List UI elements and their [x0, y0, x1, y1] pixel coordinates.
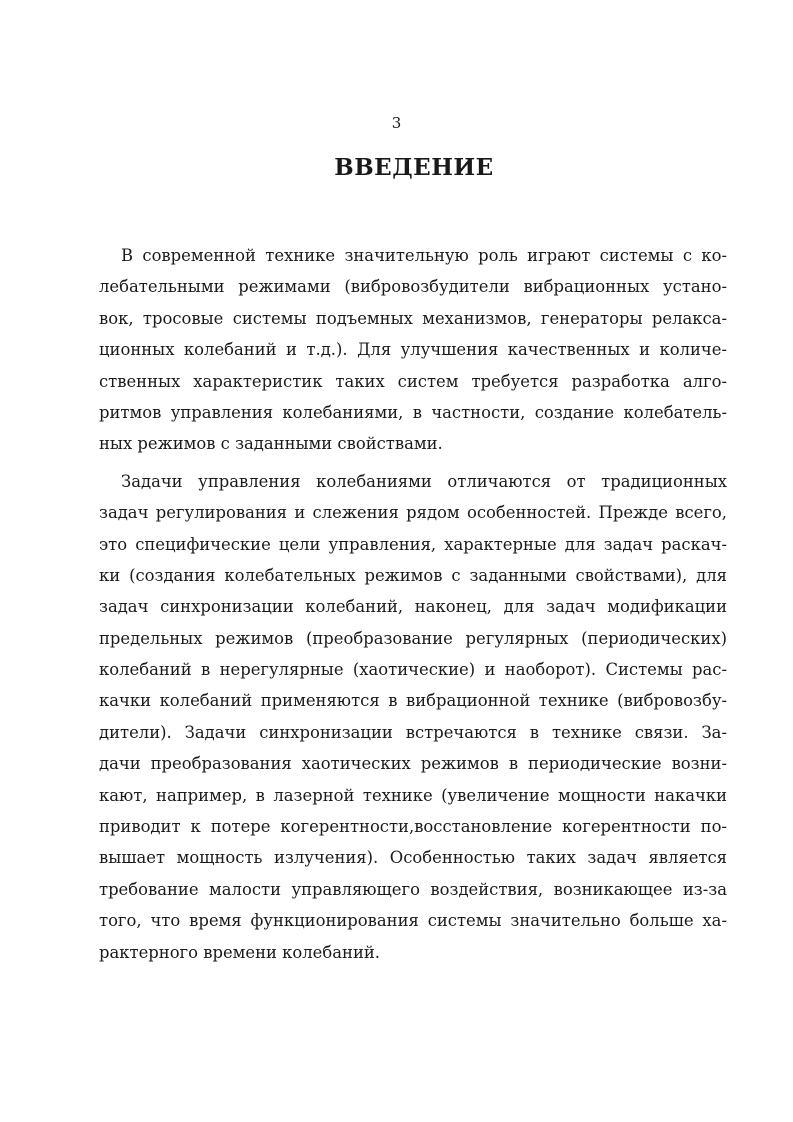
- text-line: дачи преобразования хаотических режимов в периодические возни-: [99, 754, 727, 774]
- text-line: задач синхронизации колебаний, наконец, для задач модификации: [99, 597, 727, 617]
- paragraph-2: [99, 466, 727, 968]
- text-line: ционных колебаний и т.д.). Для улучшения качественных и количе-: [99, 340, 727, 360]
- section-heading: ВВЕДЕНИЕ: [334, 154, 494, 181]
- text-line: ных режимов с заданными свойствами.: [99, 434, 443, 454]
- paragraph-1: [99, 240, 727, 460]
- text-line: В современной технике значительную роль играют системы с ко-: [121, 246, 727, 265]
- text-line: ритмов управления колебаниями, в частности, создание колебатель-: [99, 402, 727, 422]
- text-line: Задачи управления колебаниями отличаются от традиционных: [121, 471, 727, 491]
- text-line: дители). Задачи синхронизации встречаются в технике связи. За-: [99, 722, 727, 742]
- text-line: кают, например, в лазерной технике (увеличение мощности накачки: [99, 785, 727, 805]
- text-line: предельных режимов (преобразование регулярных (периодических): [99, 628, 727, 648]
- text-line: вышает мощность излучения). Особенностью таких задач является: [99, 848, 727, 868]
- text-line: того, что время функционирования системы значительно больше ха-: [99, 911, 727, 931]
- text-line: ки (создания колебательных режимов с заданными свойствами), для: [99, 565, 727, 585]
- text-line: требование малости управляющего воздействия, возникающее из-за: [99, 879, 727, 899]
- text-line: рактерного времени колебаний.: [99, 942, 381, 962]
- text-line: качки колебаний применяются в вибрационной технике (вибровозбу-: [99, 691, 727, 711]
- text-line: вок, тросовые системы подъемных механизмов, генераторы релакса-: [99, 308, 727, 328]
- page-number: 3: [391, 114, 402, 132]
- text-line: это специфические цели управления, характерные для задач раскач-: [99, 534, 727, 554]
- body-text: [99, 240, 727, 968]
- text-line: приводит к потере когерентности,восстановление когерентности по-: [99, 817, 727, 837]
- text-line: колебаний в нерегулярные (хаотические) и наоборот). Системы рас-: [99, 660, 727, 680]
- text-line: ственных характеристик таких систем требуется разработка алго-: [99, 371, 727, 391]
- text-line: задач регулирования и слежения рядом особенностей. Прежде всего,: [99, 503, 727, 523]
- text-line: лебательными режимами (вибровозбудители вибрационных устано-: [99, 277, 727, 297]
